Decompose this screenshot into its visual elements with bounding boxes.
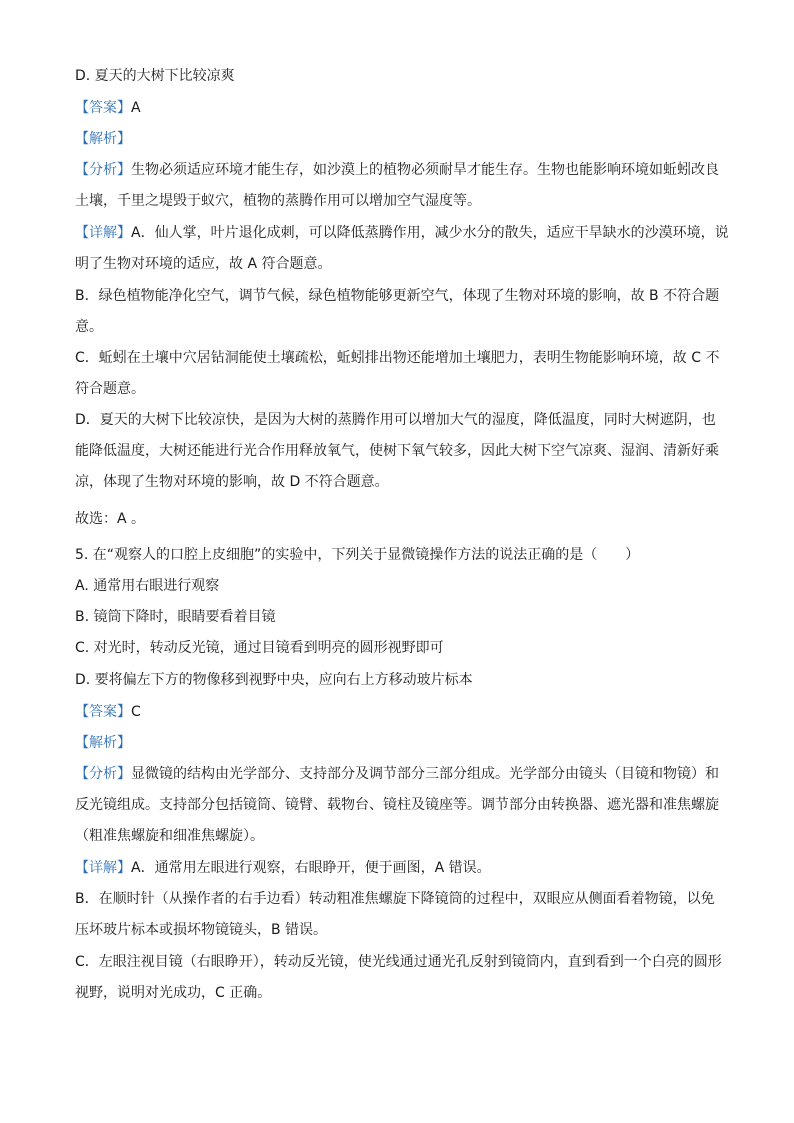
fenxi-tag: 【分析】 bbox=[75, 162, 131, 178]
q5-fenxi-line2: 反光镜组成。支持部分包括镜筒、镜臂、载物台、镜柱及镜座等。调节部分由转换器、遮光器和准焦螺旋 bbox=[75, 797, 719, 813]
q4-c1: C．蚯蚓在土壤中穴居钻洞能使土壤疏松，蚯蚓排出物还能增加土壤肥力，表明生物能影响环境，故 C 不 bbox=[75, 350, 720, 366]
q4-xiangjie-line1 bbox=[75, 223, 729, 243]
q5-answer: C bbox=[131, 704, 141, 720]
q5-option-a: A. 通常用右眼进行观察 bbox=[75, 578, 220, 594]
q5-fenxi-text1: 显微镜的结构由光学部分、支持部分及调节部分三部分组成。光学部分由镜头（目镜和物镜）和 bbox=[131, 766, 719, 782]
q4-b1: B．绿色植物能净化空气，调节气候，绿色植物能够更新空气，体现了生物对环境的影响，故 B 不符合题 bbox=[75, 288, 720, 304]
q5-b1: B．在顺时针（从操作者的右手边看）转动粗准焦螺旋下降镜筒的过程中，双眼应从侧面看着物镜，以免 bbox=[75, 891, 715, 907]
q5-c2: 视野，说明对光成功，C 正确。 bbox=[75, 985, 272, 1001]
fenxi-tag: 【分析】 bbox=[75, 766, 131, 782]
xiangjie-tag: 【详解】 bbox=[75, 860, 131, 876]
q4-jiexi-tag bbox=[75, 129, 725, 149]
q5-stem: 5. 在“观察人的口腔上皮细胞”的实验中，下列关于显微镜操作方法的说法正确的是（ ） bbox=[75, 547, 640, 563]
jiexi-tag: 【解析】 bbox=[75, 735, 131, 751]
q5-option-b: B. 镜筒下降时，眼睛要看着目镜 bbox=[75, 609, 276, 625]
q4-b2: 意。 bbox=[75, 319, 103, 335]
answer-tag: 【答案】 bbox=[75, 100, 131, 116]
q4-d1: D．夏天的大树下比较凉快，是因为大树的蒸腾作用可以增加大气的湿度，降低温度，同时大树遮阴，也 bbox=[75, 412, 716, 428]
q5-c1: C．左眼注视目镜（右眼睁开），转动反光镜，使光线通过通光孔反射到镜筒内，直到看到一个白亮的圆形 bbox=[75, 954, 722, 970]
q4-fenxi-line1 bbox=[75, 160, 725, 180]
q4-fenxi-text1: 生物必须适应环境才能生存，如沙漠上的植物必须耐旱才能生存。生物也能影响环境如蚯蚓改良 bbox=[131, 162, 719, 178]
q5-b2: 压坏玻片标本或损坏物镜镜头，B 错误。 bbox=[75, 922, 328, 938]
q4-d3: 凉，体现了生物对环境的影响，故 D 不符合题意。 bbox=[75, 474, 389, 490]
q5-option-c: C. 对光时，转动反光镜，通过目镜看到明亮的圆形视野即可 bbox=[75, 640, 444, 656]
q4-answer: A bbox=[131, 100, 141, 116]
q4-xiangjie-a2: 明了生物对环境的适应，故 A 符合题意。 bbox=[75, 256, 332, 272]
jiexi-tag: 【解析】 bbox=[75, 131, 131, 147]
xiangjie-tag: 【详解】 bbox=[75, 225, 131, 241]
q5-xiangjie-line bbox=[75, 858, 725, 878]
q5-fenxi-line3: （粗准焦螺旋和细准焦螺旋）。 bbox=[75, 828, 264, 844]
q4-fenxi-line2: 土壤，千里之堤毁于蚁穴，植物的蒸腾作用可以增加空气湿度等。 bbox=[75, 193, 481, 209]
q5-xiangjie-a: A．通常用左眼进行观察，右眼睁开，便于画图，A 错误。 bbox=[131, 860, 491, 876]
q4-d2: 能降低温度，大树还能进行光合作用释放氧气，使树下氧气较多，因此大树下空气凉爽、湿润、清新好乘 bbox=[75, 443, 719, 459]
q4-conclusion: 故选：A 。 bbox=[75, 511, 146, 527]
q5-option-d: D. 要将偏左下方的物像移到视野中央，应向右上方移动玻片标本 bbox=[75, 672, 473, 688]
q5-answer-line bbox=[75, 702, 725, 722]
q4-answer-line bbox=[75, 98, 725, 118]
q5-fenxi-line1 bbox=[75, 764, 725, 784]
q4-c2: 符合题意。 bbox=[75, 381, 145, 397]
q5-jiexi-tag bbox=[75, 733, 725, 753]
q4-option-d: D. 夏天的大树下比较凉爽 bbox=[75, 68, 235, 84]
answer-tag: 【答案】 bbox=[75, 704, 131, 720]
q4-xiangjie-a1: A．仙人掌，叶片退化成刺，可以降低蒸腾作用，减少水分的散失，适应干旱缺水的沙漠环境，说 bbox=[131, 225, 729, 241]
